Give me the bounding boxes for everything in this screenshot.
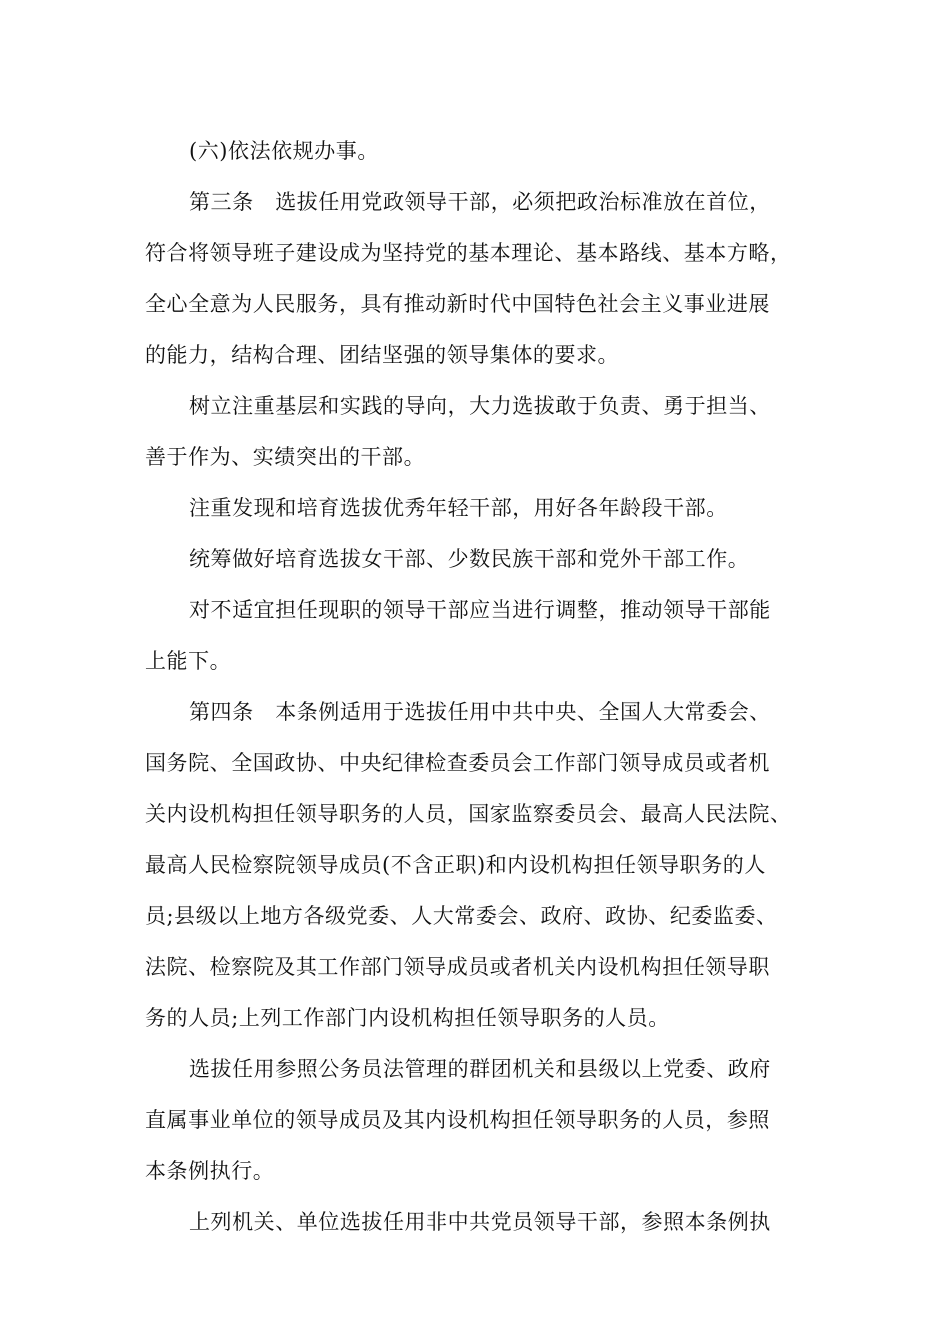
text-line: 的能力，结构合理、团结坚强的领导集体的要求。: [145, 343, 620, 367]
text-line: 树立注重基层和实践的导向，大力选拔敢于负责、勇于担当、: [189, 394, 771, 418]
text-line: 国务院、全国政协、中央纪律检查委员会工作部门领导成员或者机: [145, 751, 770, 775]
text-line: (六)依法依规办事。: [189, 139, 379, 163]
text-line: 符合将领导班子建设成为坚持党的基本理论、基本路线、基本方略，: [145, 241, 792, 265]
text-line: 本条例执行。: [145, 1159, 275, 1183]
text-line: 法院、检察院及其工作部门领导成员或者机关内设机构担任领导职: [145, 955, 770, 979]
text-line: 选拔任用参照公务员法管理的群团机关和县级以上党委、政府: [189, 1057, 771, 1081]
text-line: 第三条 选拔任用党政领导干部，必须把政治标准放在首位，: [189, 190, 771, 214]
text-line: 关内设机构担任领导职务的人员，国家监察委员会、最高人民法院、: [145, 802, 792, 826]
text-line: 注重发现和培育选拔优秀年轻干部，用好各年龄段干部。: [189, 496, 728, 520]
text-line: 直属事业单位的领导成员及其内设机构担任领导职务的人员，参照: [145, 1108, 770, 1132]
text-line: 全心全意为人民服务，具有推动新时代中国特色社会主义事业进展: [145, 292, 770, 316]
text-line: 善于作为、实绩突出的干部。: [145, 445, 426, 469]
text-line: 员;县级以上地方各级党委、人大常委会、政府、政协、纪委监委、: [145, 904, 778, 928]
text-line: 第四条 本条例适用于选拔任用中共中央、全国人大常委会、: [189, 700, 771, 724]
text-line: 上列机关、单位选拔任用非中共党员领导干部，参照本条例执: [189, 1210, 771, 1234]
text-line: 上能下。: [145, 649, 232, 673]
text-line: 务的人员;上列工作部门内设机构担任领导职务的人员。: [145, 1006, 670, 1030]
text-line: 最高人民检察院领导成员(不含正职)和内设机构担任领导职务的人: [145, 853, 766, 877]
text-line: 对不适宜担任现职的领导干部应当进行调整，推动领导干部能: [189, 598, 771, 622]
text-line: 统筹做好培育选拔女干部、少数民族干部和党外干部工作。: [189, 547, 750, 571]
